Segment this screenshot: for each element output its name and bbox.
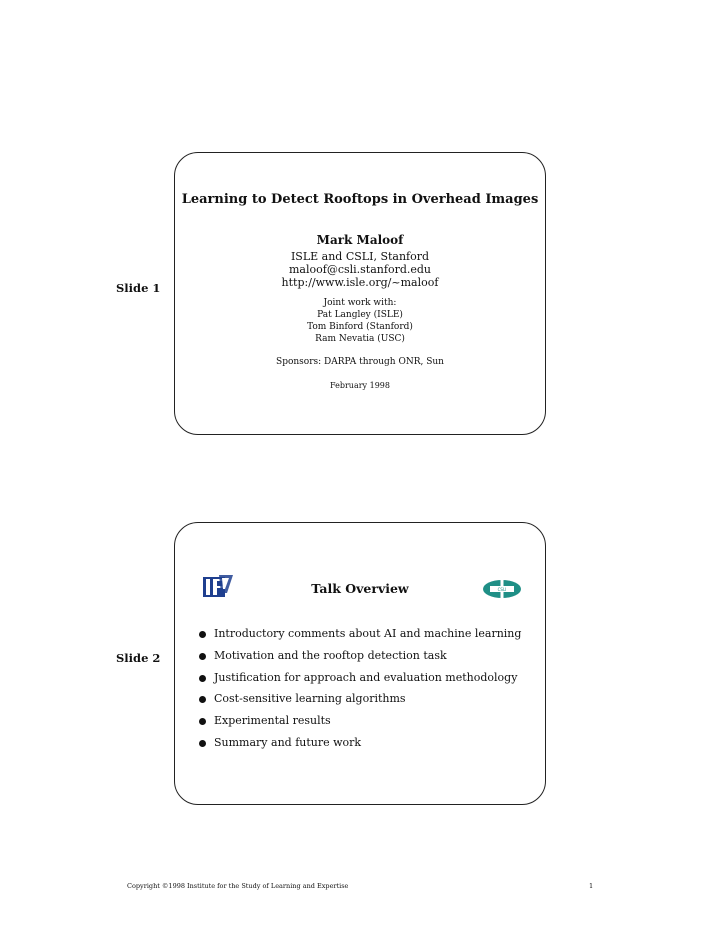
- homepage-url: http://www.isle.org/~maloof: [281, 276, 439, 289]
- email: maloof@csli.stanford.edu: [289, 263, 431, 276]
- slide-label-2: Slide 2: [116, 651, 161, 665]
- collaborator: Tom Binford (Stanford): [307, 322, 413, 332]
- joint-work-heading: Joint work with:: [323, 298, 397, 308]
- author-name: Mark Maloof: [316, 233, 404, 247]
- bullet-icon: [199, 718, 206, 725]
- slide-1: [174, 152, 546, 435]
- bullet-text: Justification for approach and evaluation methodology: [214, 670, 518, 684]
- csli-logo-text: CSLI: [497, 587, 507, 592]
- date: February 1998: [330, 381, 390, 390]
- list-item: [197, 736, 521, 758]
- slide-label-1: Slide 1: [116, 281, 161, 295]
- bullet-icon: [199, 631, 206, 638]
- list-item: [197, 627, 521, 649]
- list-item: [197, 714, 521, 736]
- list-item: [197, 671, 521, 693]
- csli-logo-icon: [482, 579, 522, 599]
- slide-1-title: Learning to Detect Rooftops in Overhead Images: [181, 192, 539, 207]
- affiliation: ISLE and CSLI, Stanford: [290, 250, 430, 263]
- list-item: [197, 692, 521, 714]
- bullet-text: Motivation and the rooftop detection task: [214, 648, 447, 662]
- page-number: 1: [589, 882, 594, 890]
- collaborator: Ram Nevatia (USC): [315, 334, 405, 344]
- slide-2: [174, 522, 546, 805]
- bullet-text: Summary and future work: [214, 735, 362, 749]
- copyright-notice: Copyright ©1998 Institute for the Study of Learning and Expertise: [127, 882, 349, 890]
- bullet-icon: [199, 696, 206, 703]
- bullet-text: Cost-sensitive learning algorithms: [214, 692, 406, 706]
- bullet-text: Experimental results: [214, 714, 331, 728]
- overview-list: [197, 627, 521, 758]
- slide-2-title: Talk Overview: [311, 581, 409, 596]
- bullet-text: Introductory comments about AI and machine learning: [214, 627, 522, 640]
- sponsors: Sponsors: DARPA through ONR, Sun: [276, 357, 444, 367]
- collaborator: Pat Langley (ISLE): [317, 310, 403, 320]
- list-item: [197, 649, 521, 671]
- bullet-icon: [199, 740, 206, 747]
- bullet-icon: [199, 653, 206, 660]
- bullet-icon: [199, 675, 206, 682]
